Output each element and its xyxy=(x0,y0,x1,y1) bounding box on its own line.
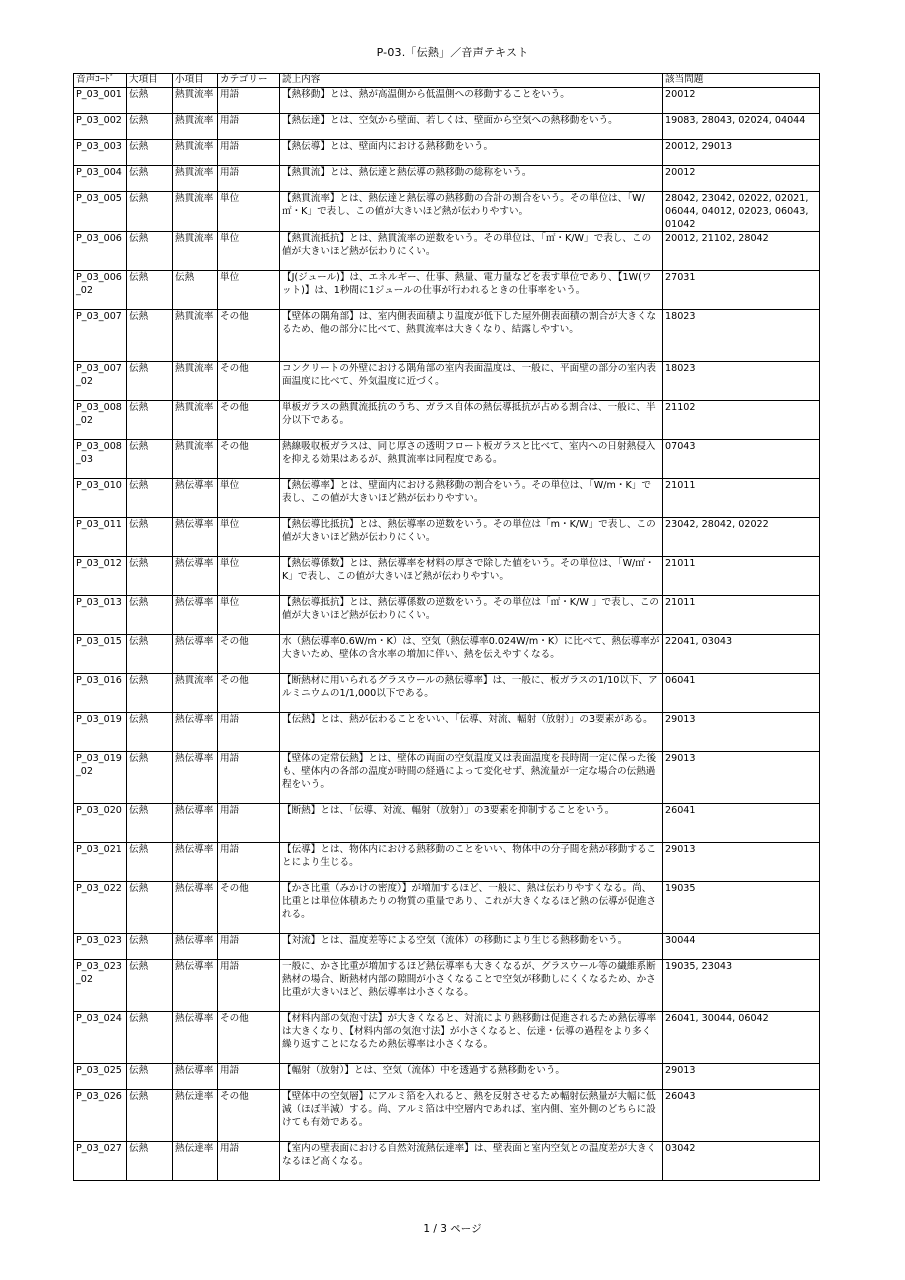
cell-code: P_03_013 xyxy=(74,596,127,635)
cell-major-item: 伝熱 xyxy=(127,114,173,140)
cell-category: 単位 xyxy=(218,479,280,518)
cell-related-questions: 29013 xyxy=(663,843,820,882)
table-row xyxy=(74,1090,820,1142)
cell-major-item: 伝熱 xyxy=(127,479,173,518)
cell-category: 用語 xyxy=(218,804,280,843)
cell-major-item: 伝熱 xyxy=(127,635,173,674)
cell-reading-content: 【断熱】とは、「伝導、対流、輻射（放射）」の3要素を抑制することをいう。 xyxy=(280,804,663,843)
cell-category: 用語 xyxy=(218,166,280,192)
cell-reading-content: 熱線吸収板ガラスは、同じ厚さの透明フロート板ガラスと比べて、室内への日射熱侵入を抑える効果はあるが、熱貫流率は同程度である。 xyxy=(280,440,663,479)
cell-major-item: 伝熱 xyxy=(127,232,173,271)
cell-category: 単位 xyxy=(218,596,280,635)
cell-code: P_03_011 xyxy=(74,518,127,557)
cell-code: P_03_021 xyxy=(74,843,127,882)
cell-major-item: 伝熱 xyxy=(127,440,173,479)
cell-minor-item: 熱伝導率 xyxy=(173,843,218,882)
cell-code: P_03_007 xyxy=(74,310,127,362)
cell-related-questions: 26041 xyxy=(663,804,820,843)
cell-major-item: 伝熱 xyxy=(127,401,173,440)
cell-reading-content: 【材料内部の気泡寸法】が大きくなると、対流により熱移動は促進されるため熱伝導率は大きくなり、【材料内部の気泡寸法】が小さくなると、伝達・伝導の過程をより多く繰り返すことになるため熱伝導率は小さくなる。 xyxy=(280,1012,663,1064)
cell-code: P_03_006 xyxy=(74,232,127,271)
cell-related-questions: 23042, 28042, 02022 xyxy=(663,518,820,557)
cell-related-questions: 30044 xyxy=(663,934,820,960)
cell-code: P_03_026 xyxy=(74,1090,127,1142)
cell-major-item: 伝熱 xyxy=(127,166,173,192)
table-header xyxy=(74,74,820,88)
cell-reading-content: 【壁体の定常伝熱】とは、壁体の両面の空気温度又は表面温度を長時間一定に保った後も、壁体内の各部の温度が時間の経過によって変化せず、熱流量が一定な場合の伝熱過程をいう。 xyxy=(280,752,663,804)
cell-related-questions: 07043 xyxy=(663,440,820,479)
cell-major-item: 伝熱 xyxy=(127,674,173,713)
table-row xyxy=(74,192,820,232)
table-row xyxy=(74,752,820,804)
page-footer: 1 / 3 ページ xyxy=(423,1223,482,1235)
cell-reading-content: 【室内の壁表面における自然対流熱伝達率】は、壁表面と室内空気との温度差が大きくなるほど高くなる。 xyxy=(280,1142,663,1181)
cell-minor-item: 熱伝導率 xyxy=(173,752,218,804)
cell-related-questions: 06041 xyxy=(663,674,820,713)
table-row xyxy=(74,140,820,166)
cell-major-item: 伝熱 xyxy=(127,310,173,362)
table-body xyxy=(74,88,820,1181)
cell-related-questions: 19083, 28043, 02024, 04044 xyxy=(663,114,820,140)
cell-category: その他 xyxy=(218,882,280,934)
cell-related-questions: 29013 xyxy=(663,1064,820,1090)
cell-related-questions: 20012 xyxy=(663,88,820,114)
cell-major-item: 伝熱 xyxy=(127,140,173,166)
cell-major-item: 伝熱 xyxy=(127,882,173,934)
cell-category: 用語 xyxy=(218,843,280,882)
cell-minor-item: 熱伝導率 xyxy=(173,882,218,934)
cell-minor-item: 熱伝導率 xyxy=(173,934,218,960)
cell-reading-content: 【熱伝導係数】とは、熱伝導率を材料の厚さで除した値をいう。その単位は、「W/㎡・K」で表し、この値が大きいほど熱が伝わりやすい。 xyxy=(280,557,663,596)
table-row xyxy=(74,1064,820,1090)
cell-code: P_03_001 xyxy=(74,88,127,114)
cell-related-questions: 19035 xyxy=(663,882,820,934)
cell-reading-content: 【伝導】とは、物体内における熱移動のことをいい、物体中の分子間を熱が移動することにより生じる。 xyxy=(280,843,663,882)
cell-major-item: 伝熱 xyxy=(127,713,173,752)
header-related-questions: 該当問題 xyxy=(663,74,820,88)
cell-code: P_03_003 xyxy=(74,140,127,166)
cell-related-questions: 26041, 30044, 06042 xyxy=(663,1012,820,1064)
cell-related-questions: 29013 xyxy=(663,713,820,752)
cell-related-questions: 20012, 29013 xyxy=(663,140,820,166)
cell-major-item: 伝熱 xyxy=(127,192,173,232)
cell-reading-content: 【J(ジュール)】は、エネルギー、仕事、熱量、電力量などを表す単位であり、【1W(ワット)】は、1秒間に1ジュールの仕事が行われるときの仕事率をいう。 xyxy=(280,271,663,310)
cell-code: P_03_022 xyxy=(74,882,127,934)
cell-code: P_03_016 xyxy=(74,674,127,713)
cell-code: P_03_006_02 xyxy=(74,271,127,310)
table-row xyxy=(74,88,820,114)
cell-category: その他 xyxy=(218,674,280,713)
cell-minor-item: 熱貫流率 xyxy=(173,310,218,362)
table-row xyxy=(74,518,820,557)
cell-minor-item: 熱伝導率 xyxy=(173,713,218,752)
cell-related-questions: 21011 xyxy=(663,596,820,635)
cell-major-item: 伝熱 xyxy=(127,518,173,557)
cell-code: P_03_012 xyxy=(74,557,127,596)
cell-code: P_03_008_02 xyxy=(74,401,127,440)
cell-major-item: 伝熱 xyxy=(127,1012,173,1064)
table-header-row xyxy=(74,74,820,88)
table-row xyxy=(74,1012,820,1064)
cell-reading-content: コンクリートの外壁における隅角部の室内表面温度は、一般に、平面壁の部分の室内表面温度に比べて、外気温度に近づく。 xyxy=(280,362,663,401)
cell-code: P_03_019_02 xyxy=(74,752,127,804)
table-row xyxy=(74,843,820,882)
cell-category: その他 xyxy=(218,635,280,674)
cell-category: その他 xyxy=(218,1012,280,1064)
table-row xyxy=(74,674,820,713)
cell-reading-content: 【壁体中の空気層】にアルミ箔を入れると、熱を反射させるため輻射伝熱量が大幅に低減（ほぼ半減）する。尚、アルミ箔は中空層内であれば、室内側、室外側のどちらに設けても有効である。 xyxy=(280,1090,663,1142)
cell-category: 単位 xyxy=(218,557,280,596)
cell-major-item: 伝熱 xyxy=(127,271,173,310)
cell-minor-item: 伝熱 xyxy=(173,271,218,310)
table-row xyxy=(74,310,820,362)
cell-minor-item: 熱伝導率 xyxy=(173,960,218,1012)
cell-code: P_03_025 xyxy=(74,1064,127,1090)
cell-reading-content: 【熱移動】とは、熱が高温側から低温側への移動することをいう。 xyxy=(280,88,663,114)
table-row xyxy=(74,635,820,674)
cell-related-questions: 22041, 03043 xyxy=(663,635,820,674)
cell-reading-content: 単板ガラスの熱貫流抵抗のうち、ガラス自体の熱伝導抵抗が占める割合は、一般に、半分以下である。 xyxy=(280,401,663,440)
table-row xyxy=(74,713,820,752)
cell-category: 用語 xyxy=(218,934,280,960)
cell-reading-content: 【熱伝導率】とは、壁面内における熱移動の割合をいう。その単位は、「W/m・K」で表し、この値が大きいほど熱が伝わりやすい。 xyxy=(280,479,663,518)
table-row xyxy=(74,479,820,518)
table-row xyxy=(74,557,820,596)
table-row xyxy=(74,271,820,310)
cell-related-questions: 21011 xyxy=(663,557,820,596)
cell-category: その他 xyxy=(218,440,280,479)
header-category: カテゴリー xyxy=(218,74,280,88)
cell-major-item: 伝熱 xyxy=(127,934,173,960)
cell-minor-item: 熱伝導率 xyxy=(173,804,218,843)
cell-minor-item: 熱貫流率 xyxy=(173,140,218,166)
cell-reading-content: 【熱伝導】とは、壁面内における熱移動をいう。 xyxy=(280,140,663,166)
cell-reading-content: 【熱貫流率】とは、熱伝達と熱伝導の熱移動の合計の割合をいう。その単位は、「W/㎡・K」で表し、この値が大きいほど熱が伝わりやすい。 xyxy=(280,192,663,232)
cell-minor-item: 熱貫流率 xyxy=(173,674,218,713)
cell-minor-item: 熱伝導率 xyxy=(173,557,218,596)
table-row xyxy=(74,440,820,479)
cell-code: P_03_015 xyxy=(74,635,127,674)
cell-minor-item: 熱貫流率 xyxy=(173,192,218,232)
table-row xyxy=(74,882,820,934)
cell-category: その他 xyxy=(218,1090,280,1142)
header-major-item: 大項目 xyxy=(127,74,173,88)
table-row xyxy=(74,1142,820,1181)
cell-major-item: 伝熱 xyxy=(127,960,173,1012)
cell-related-questions: 26043 xyxy=(663,1090,820,1142)
cell-related-questions: 18023 xyxy=(663,362,820,401)
cell-related-questions: 21011 xyxy=(663,479,820,518)
header-minor-item: 小項目 xyxy=(173,74,218,88)
cell-code: P_03_023_02 xyxy=(74,960,127,1012)
cell-major-item: 伝熱 xyxy=(127,843,173,882)
cell-minor-item: 熱貫流率 xyxy=(173,88,218,114)
cell-reading-content: 【熱伝達】とは、空気から壁面、若しくは、壁面から空気への熱移動をいう。 xyxy=(280,114,663,140)
cell-major-item: 伝熱 xyxy=(127,1142,173,1181)
header-reading-content: 読上内容 xyxy=(280,74,663,88)
cell-category: その他 xyxy=(218,401,280,440)
cell-major-item: 伝熱 xyxy=(127,752,173,804)
cell-minor-item: 熱伝導率 xyxy=(173,596,218,635)
cell-related-questions: 03042 xyxy=(663,1142,820,1181)
cell-category: 用語 xyxy=(218,960,280,1012)
cell-minor-item: 熱貫流率 xyxy=(173,232,218,271)
cell-category: 用語 xyxy=(218,1064,280,1090)
cell-minor-item: 熱貫流率 xyxy=(173,401,218,440)
table-row xyxy=(74,960,820,1012)
cell-code: P_03_004 xyxy=(74,166,127,192)
cell-reading-content: 【熱伝導抵抗】とは、熱伝導係数の逆数をいう。その単位は「㎡・K/W 」で表し、この値が大きいほど熱が伝わりにくい。 xyxy=(280,596,663,635)
cell-category: 用語 xyxy=(218,88,280,114)
cell-category: その他 xyxy=(218,310,280,362)
cell-code: P_03_020 xyxy=(74,804,127,843)
cell-reading-content: 【熱貫流抵抗】とは、熱貫流率の逆数をいう。その単位は、「㎡・K/W」で表し、この値が大きいほど熱が伝わりにくい。 xyxy=(280,232,663,271)
cell-minor-item: 熱伝導率 xyxy=(173,635,218,674)
cell-minor-item: 熱伝達率 xyxy=(173,1142,218,1181)
cell-related-questions: 21102 xyxy=(663,401,820,440)
cell-major-item: 伝熱 xyxy=(127,596,173,635)
cell-minor-item: 熱伝導率 xyxy=(173,518,218,557)
cell-code: P_03_024 xyxy=(74,1012,127,1064)
cell-category: 用語 xyxy=(218,1142,280,1181)
cell-minor-item: 熱貫流率 xyxy=(173,362,218,401)
cell-major-item: 伝熱 xyxy=(127,1090,173,1142)
table-row xyxy=(74,596,820,635)
cell-reading-content: 【熱貫流】とは、熱伝達と熱伝導の熱移動の総称をいう。 xyxy=(280,166,663,192)
header-code: 音声ｺｰﾄﾞ xyxy=(74,74,127,88)
cell-reading-content: 【伝熱】とは、熱が伝わることをいい、「伝導、対流、輻射（放射）」の3要素がある。 xyxy=(280,713,663,752)
cell-category: 単位 xyxy=(218,232,280,271)
table-row xyxy=(74,804,820,843)
cell-minor-item: 熱伝達率 xyxy=(173,1090,218,1142)
cell-related-questions: 19035, 23043 xyxy=(663,960,820,1012)
cell-category: 単位 xyxy=(218,518,280,557)
cell-major-item: 伝熱 xyxy=(127,804,173,843)
cell-minor-item: 熱貫流率 xyxy=(173,114,218,140)
table-row xyxy=(74,362,820,401)
cell-major-item: 伝熱 xyxy=(127,557,173,596)
cell-related-questions: 18023 xyxy=(663,310,820,362)
cell-code: P_03_008_03 xyxy=(74,440,127,479)
cell-related-questions: 29013 xyxy=(663,752,820,804)
cell-major-item: 伝熱 xyxy=(127,1064,173,1090)
cell-major-item: 伝熱 xyxy=(127,88,173,114)
cell-code: P_03_002 xyxy=(74,114,127,140)
cell-minor-item: 熱貫流率 xyxy=(173,166,218,192)
cell-reading-content: 【かさ比重（みかけの密度）】が増加するほど、一般に、熱は伝わりやすくなる。尚、比重とは単位体積あたりの物質の重量であり、これが大きくなるほど熱の伝導が促進される。 xyxy=(280,882,663,934)
cell-code: P_03_027 xyxy=(74,1142,127,1181)
cell-code: P_03_005 xyxy=(74,192,127,232)
table-row xyxy=(74,401,820,440)
cell-category: 用語 xyxy=(218,752,280,804)
cell-reading-content: 【対流】とは、温度差等による空気（流体）の移動により生じる熱移動をいう。 xyxy=(280,934,663,960)
cell-related-questions: 20012 xyxy=(663,166,820,192)
table-row xyxy=(74,166,820,192)
cell-reading-content: 【熱伝導比抵抗】とは、熱伝導率の逆数をいう。その単位は「m・K/W」で表し、この値が大きいほど熱が伝わりにくい。 xyxy=(280,518,663,557)
cell-related-questions: 20012, 21102, 28042 xyxy=(663,232,820,271)
cell-category: 単位 xyxy=(218,192,280,232)
cell-reading-content: 【輻射（放射）】とは、空気（流体）中を透過する熱移動をいう。 xyxy=(280,1064,663,1090)
cell-minor-item: 熱伝導率 xyxy=(173,1012,218,1064)
cell-category: 用語 xyxy=(218,713,280,752)
voice-text-table xyxy=(73,73,820,1181)
cell-related-questions: 27031 xyxy=(663,271,820,310)
cell-category: その他 xyxy=(218,362,280,401)
cell-reading-content: 水（熱伝導率0.6W/m・K）は、空気（熱伝導率0.024W/m・K）に比べて、熱伝導率が大きいため、壁体の含水率の増加に伴い、熱を伝えやすくなる。 xyxy=(280,635,663,674)
cell-minor-item: 熱貫流率 xyxy=(173,440,218,479)
cell-reading-content: 【壁体の隅角部】は、室内側表面積より温度が低下した屋外側表面積の割合が大きくなるため、他の部分に比べて、熱貫流率は大きくなり、結露しやすい。 xyxy=(280,310,663,362)
table-row xyxy=(74,114,820,140)
cell-code: P_03_023 xyxy=(74,934,127,960)
document-title: P-03.「伝熱」／音声テキスト xyxy=(376,46,529,59)
cell-code: P_03_010 xyxy=(74,479,127,518)
cell-code: P_03_007_02 xyxy=(74,362,127,401)
table-row xyxy=(74,934,820,960)
cell-reading-content: 一般に、かさ比重が増加するほど熱伝導率も大きくなるが、グラスウール等の繊維系断熱材の場合、断熱材内部の隙間が小さくなることで空気が移動しにくくなるため、かさ比重が大きいほど、熱伝導率は小さくなる。 xyxy=(280,960,663,1012)
cell-category: 用語 xyxy=(218,114,280,140)
cell-minor-item: 熱伝導率 xyxy=(173,1064,218,1090)
cell-major-item: 伝熱 xyxy=(127,362,173,401)
cell-category: 単位 xyxy=(218,271,280,310)
cell-minor-item: 熱伝導率 xyxy=(173,479,218,518)
cell-code: P_03_019 xyxy=(74,713,127,752)
table-row xyxy=(74,232,820,271)
cell-category: 用語 xyxy=(218,140,280,166)
cell-related-questions: 28042, 23042, 02022, 02021, 06044, 04012, 02023, 06043, 01042 xyxy=(663,192,820,232)
cell-reading-content: 【断熱材に用いられるグラスウールの熱伝導率】は、一般に、板ガラスの1/10以下、アルミニウムの1/1,000以下である。 xyxy=(280,674,663,713)
